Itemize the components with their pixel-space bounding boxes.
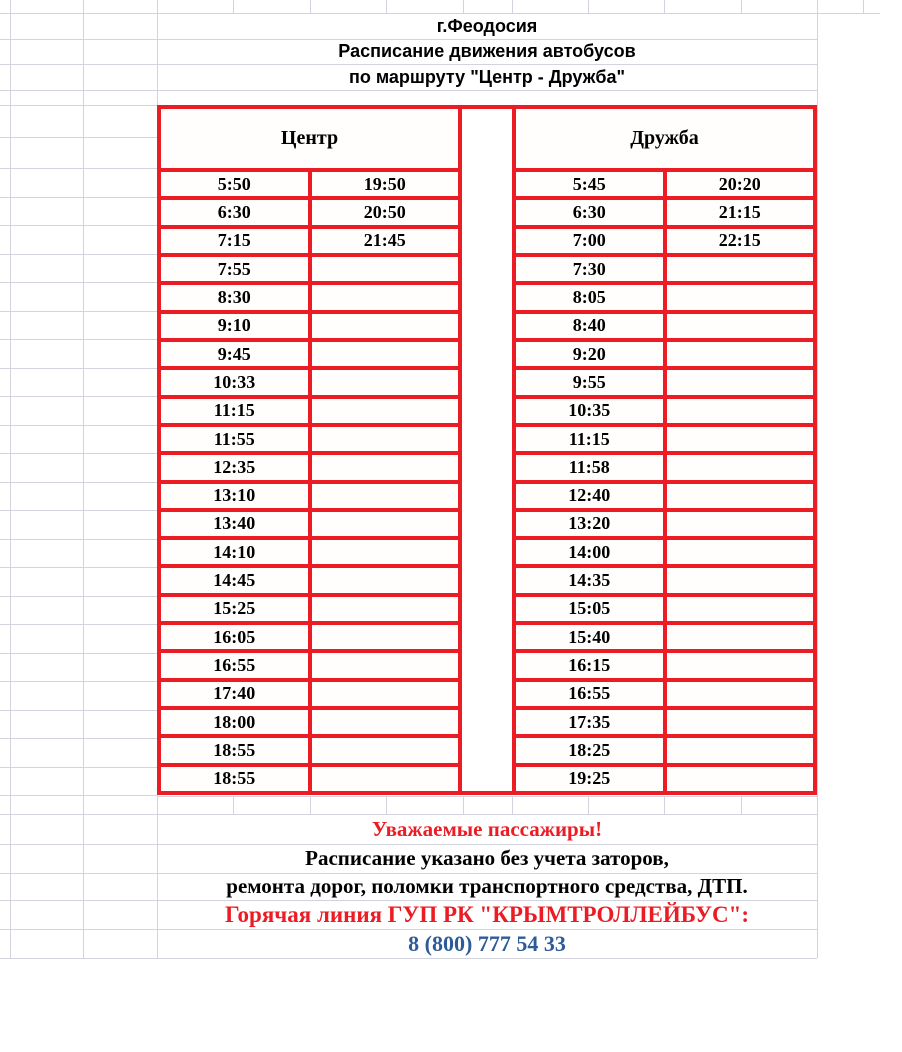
time-cell: 7:30 [516,257,663,281]
gridline [0,311,157,312]
time-cell: 12:40 [516,484,663,508]
time-cell [312,597,459,621]
time-cell: 11:58 [516,455,663,479]
gridline [0,90,817,91]
time-cell: 8:30 [161,285,308,309]
notice-line-2: ремонта дорог, поломки транспортного средства, ДТП. [226,874,748,898]
notice-title: Уважаемые пассажиры! [371,817,603,841]
gridline [0,453,157,454]
time-cell: 13:10 [161,484,308,508]
time-cell [667,342,814,366]
time-cell: 11:55 [161,427,308,451]
gridline [741,796,742,814]
time-cell: 19:25 [516,767,663,791]
time-cell [312,455,459,479]
time-cell: 6:30 [161,200,308,224]
gridline [664,0,665,13]
gridline [0,958,817,959]
time-cell: 9:45 [161,342,308,366]
time-cell: 17:35 [516,710,663,734]
time-cell [312,738,459,762]
gridline [157,796,817,797]
gridline [0,137,157,138]
time-cell: 22:15 [667,229,814,253]
gridline [0,254,157,255]
time-cell [312,682,459,706]
time-cell: 20:20 [667,172,814,196]
gridline [10,0,11,958]
time-cell: 21:15 [667,200,814,224]
title-subtitle-1: Расписание движения автобусов [338,41,636,61]
time-cell [667,314,814,338]
gridline [0,795,157,796]
time-cell [312,568,459,592]
time-cell: 15:25 [161,597,308,621]
time-cell: 7:15 [161,229,308,253]
time-cell: 15:40 [516,625,663,649]
time-cell: 12:35 [161,455,308,479]
time-cell: 11:15 [516,427,663,451]
time-cell [667,285,814,309]
gridline [0,282,157,283]
time-cell: 14:10 [161,540,308,564]
time-cell [312,370,459,394]
gridline [0,396,157,397]
gridline [386,0,387,13]
gridline [0,624,157,625]
time-cell [667,653,814,677]
gridline [863,0,864,13]
gridline [0,197,157,198]
gridline [0,653,157,654]
time-cell: 5:45 [516,172,663,196]
time-cell [667,738,814,762]
time-cell [667,682,814,706]
time-cell: 18:25 [516,738,663,762]
gridline [233,0,234,13]
gridline [664,796,665,814]
gridline [588,0,589,13]
gridline [0,225,157,226]
gridline [0,710,157,711]
time-cell [667,597,814,621]
gridline [0,368,157,369]
time-cell: 13:40 [161,512,308,536]
time-cell: 9:55 [516,370,663,394]
time-cell: 9:20 [516,342,663,366]
gridline [512,796,513,814]
gridline [0,738,157,739]
time-cell [667,512,814,536]
time-cell [667,625,814,649]
time-cell: 11:15 [161,399,308,423]
gridline [0,339,157,340]
time-cell: 20:50 [312,200,459,224]
time-cell [667,455,814,479]
time-cell [667,257,814,281]
gridline [0,168,157,169]
time-cell [667,568,814,592]
time-cell [312,767,459,791]
time-cell: 10:35 [516,399,663,423]
time-cell: 8:40 [516,314,663,338]
time-cell: 7:00 [516,229,663,253]
time-cell: 18:55 [161,738,308,762]
time-cell [667,370,814,394]
schedule-table-druzhba [512,105,817,795]
time-cell: 5:50 [161,172,308,196]
gridline [0,567,157,568]
gridline [310,796,311,814]
gridline [741,0,742,13]
gridline [817,0,818,958]
gridline [588,796,589,814]
title-subtitle-2: по маршруту "Центр - Дружба" [348,67,626,87]
time-cell [312,484,459,508]
schedule-table-centr [157,105,462,795]
time-cell: 14:00 [516,540,663,564]
time-cell: 21:45 [312,229,459,253]
table-bottom-border-bridge [462,791,512,795]
gridline [0,510,157,511]
time-cell [667,427,814,451]
time-cell [312,427,459,451]
time-cell: 7:55 [161,257,308,281]
table-top-border-bridge [462,105,512,109]
time-cell [312,257,459,281]
time-cell: 15:05 [516,597,663,621]
time-cell [312,540,459,564]
gridline [0,767,157,768]
gridline [0,425,157,426]
time-cell: 13:20 [516,512,663,536]
gridline [386,796,387,814]
notice-line-1: Расписание указано без учета заторов, [305,846,669,870]
gridline [0,681,157,682]
time-cell [312,625,459,649]
time-cell: 17:40 [161,682,308,706]
hotline-phone-number: 8 (800) 777 54 33 [408,931,566,956]
gridline [0,105,157,106]
time-cell [667,540,814,564]
time-cell: 10:33 [161,370,308,394]
time-cell: 6:30 [516,200,663,224]
time-cell [667,710,814,734]
time-cell: 16:55 [516,682,663,706]
time-cell [312,399,459,423]
time-cell: 16:05 [161,625,308,649]
time-cell: 18:00 [161,710,308,734]
gridline [0,482,157,483]
gridline [233,796,234,814]
gridline [512,0,513,13]
gridline [463,0,464,13]
time-cell [312,314,459,338]
time-cell [667,399,814,423]
table-header: Дружба [516,109,813,168]
title-city: г.Феодосия [436,16,538,36]
time-cell [667,767,814,791]
time-cell [312,512,459,536]
gridline [463,796,464,814]
time-cell: 9:10 [161,314,308,338]
time-cell [312,285,459,309]
time-cell: 14:45 [161,568,308,592]
gridline [0,596,157,597]
hotline-label: Горячая линия ГУП РК "КРЫМТРОЛЛЕЙБУС": [224,902,750,927]
time-cell: 16:15 [516,653,663,677]
gridline [83,0,84,958]
gridline [0,539,157,540]
time-cell: 18:55 [161,767,308,791]
table-header: Центр [161,109,458,168]
time-cell [667,484,814,508]
time-cell: 16:55 [161,653,308,677]
time-cell [312,342,459,366]
time-cell: 19:50 [312,172,459,196]
time-cell: 14:35 [516,568,663,592]
gridline [310,0,311,13]
time-cell: 8:05 [516,285,663,309]
time-cell [312,653,459,677]
time-cell [312,710,459,734]
